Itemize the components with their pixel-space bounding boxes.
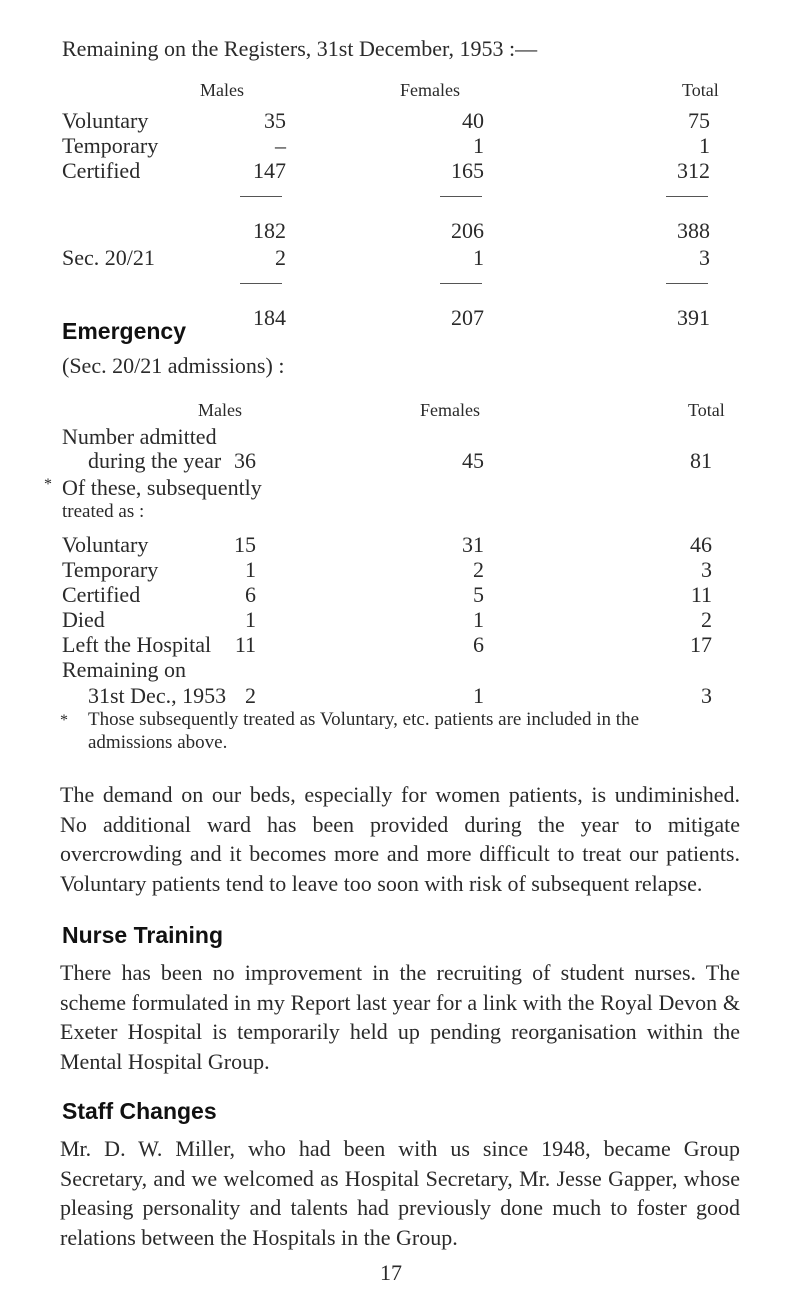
registers-title: Remaining on the Registers, 31st December, 1953 :— — [62, 36, 538, 61]
emergency-row-females: 1 — [473, 607, 484, 632]
emergency-row-males: 6 — [245, 582, 256, 607]
emergency-admitted-label-line1: Number admitted — [62, 424, 217, 449]
nurse-training-heading: Nurse Training — [62, 922, 224, 948]
footnote-line1: Those subsequently treated as Voluntary, etc. patients are included in the — [88, 709, 640, 730]
registers-row-females: 40 — [462, 108, 484, 133]
emergency-admitted-label-line2: during the year — [88, 448, 222, 473]
emergency-row-males: 1 — [245, 607, 256, 632]
emergency-remaining-label-line1: Remaining on — [62, 657, 187, 682]
registers-row-males: – — [275, 133, 286, 158]
emergency-col-males: Males — [198, 400, 242, 420]
footnote-asterisk: * — [60, 712, 68, 729]
registers-sec-females: 1 — [473, 245, 484, 270]
paragraph-beds: The demand on our beds, especially for women patients, is undiminished. No additional ward has been provided during the year to mitigate overcrowding and it becomes more and more difficult to treat our patients. Voluntary patients tend to leave too soon with risk of subsequent relapse. — [60, 782, 740, 896]
registers-sec-label: Sec. 20/21 — [62, 245, 155, 270]
subtotal-rule-males — [240, 196, 282, 197]
registers-col-total: Total — [682, 80, 719, 100]
total-rule-females — [440, 283, 482, 284]
emergency-row-total: 3 — [701, 557, 712, 582]
emergency-row-females: 5 — [473, 582, 484, 607]
emergency-heading: Emergency — [62, 318, 187, 344]
page-number: 17 — [380, 1260, 402, 1285]
registers-total-total: 391 — [677, 305, 710, 330]
registers-row-males: 35 — [264, 108, 286, 133]
registers-row-females: 165 — [451, 158, 484, 183]
emergency-row-label: Voluntary — [62, 532, 149, 557]
emergency-admitted-females: 45 — [462, 448, 484, 473]
registers-total-males: 184 — [253, 305, 286, 330]
registers-row-total: 312 — [677, 158, 710, 183]
registers-row-label: Certified — [62, 158, 141, 183]
emergency-admitted-males: 36 — [234, 448, 256, 473]
emergency-row-label: Left the Hospital — [62, 632, 212, 657]
treated-asterisk: * — [44, 476, 52, 493]
footnote-line2: admissions above. — [88, 732, 228, 753]
emergency-remaining-label-line2: 31st Dec., 1953 — [88, 683, 227, 708]
registers-subtotal-total: 388 — [677, 218, 710, 243]
staff-changes-heading: Staff Changes — [62, 1098, 217, 1124]
staff-changes-text: Mr. D. W. Miller, who had been with us since 1948, became Group Secretary, and we welcomed as Hospital Secretary, Mr. Jesse Gapper, whose pleasing personality and talents had previously done much to foster good relations between the Hospitals in the Group. — [60, 1136, 740, 1250]
emergency-row-males: 1 — [245, 557, 256, 582]
emergency-row-total: 2 — [701, 607, 712, 632]
registers-row-label: Voluntary — [62, 108, 149, 133]
registers-row-females: 1 — [473, 133, 484, 158]
emergency-remaining-total: 3 — [701, 683, 712, 708]
emergency-row-total: 17 — [690, 632, 712, 657]
emergency-row-label: Certified — [62, 582, 141, 607]
emergency-row-males: 15 — [234, 532, 256, 557]
emergency-treated-label-line2: treated as : — [62, 501, 145, 522]
total-rule-total — [666, 283, 708, 284]
registers-subtotal-females: 206 — [451, 218, 484, 243]
registers-row-total: 1 — [699, 133, 710, 158]
emergency-row-label: Temporary — [62, 557, 159, 582]
emergency-row-females: 31 — [462, 532, 484, 557]
emergency-col-total: Total — [688, 400, 725, 420]
registers-total-females: 207 — [451, 305, 484, 330]
subtotal-rule-total — [666, 196, 708, 197]
registers-subtotal-males: 182 — [253, 218, 286, 243]
emergency-col-females: Females — [420, 400, 480, 420]
registers-sec-males: 2 — [275, 245, 286, 270]
registers-col-males: Males — [200, 80, 244, 100]
emergency-admitted-total: 81 — [690, 448, 712, 473]
emergency-row-total: 46 — [690, 532, 712, 557]
nurse-training-text: There has been no improvement in the recruiting of student nurses. The scheme formulated in my Report last year for a link with the Royal Devon & Exeter Hospital is temporarily held up pending reorganisation within the Mental Hospital Group. — [60, 960, 740, 1074]
subtotal-rule-females — [440, 196, 482, 197]
emergency-row-total: 11 — [690, 582, 712, 607]
registers-sec-total: 3 — [699, 245, 710, 270]
emergency-row-females: 2 — [473, 557, 484, 582]
emergency-row-label: Died — [62, 607, 105, 632]
registers-row-label: Temporary — [62, 133, 159, 158]
registers-row-males: 147 — [253, 158, 286, 183]
emergency-remaining-males: 2 — [245, 683, 256, 708]
total-rule-males — [240, 283, 282, 284]
registers-row-total: 75 — [688, 108, 710, 133]
emergency-row-females: 6 — [473, 632, 484, 657]
emergency-remaining-females: 1 — [473, 683, 484, 708]
emergency-subheading: (Sec. 20/21 admissions) : — [62, 353, 285, 378]
emergency-treated-label-line1: Of these, subsequently — [62, 475, 262, 500]
registers-col-females: Females — [400, 80, 460, 100]
emergency-row-males: 11 — [234, 632, 256, 657]
